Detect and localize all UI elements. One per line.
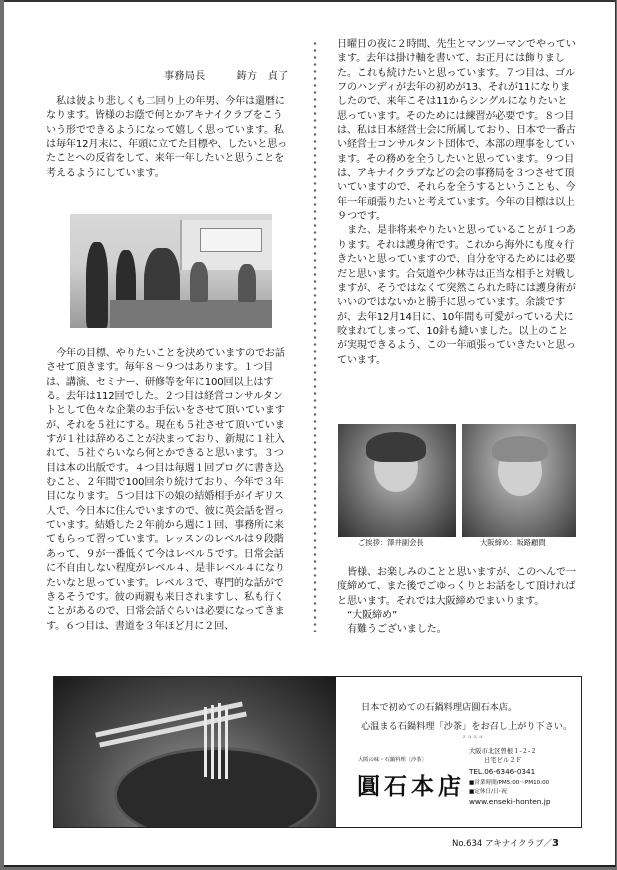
closing-paragraph: 皆様、お楽しみのことと思いますが、このへんで一度締めて、また後でごゆっくりとお話をして頂ければと思います。それでは大阪締めでまいります。	[337, 567, 576, 607]
photo-noodle	[225, 707, 228, 779]
ad-website: www.enseki-honten.jp	[469, 797, 551, 806]
ad-holiday: ■定休日/日･祝	[469, 789, 507, 795]
magazine-name: アキナイクラブ／	[485, 839, 552, 849]
ad-romaji: ｚａｚａ	[462, 735, 484, 740]
photo-scroll	[200, 228, 262, 252]
paragraph: 今年の目標、やりたいことを決めていますのでお話させて頂きます。毎年８～９つはあります。１つ目は、講演、セミナー、研修等を年に100回以上はする。去年は112回でした。２つ目は経営コンサルタントとして色々な企業のお手伝いをさせて頂いていますが、それを５社にする。現在も５社させて頂いていますが１社は辞めることが決まっており、新規に１社入れて、５社ぐらいなら何とかできると思います。３つ目は本の出版です。４つ目は毎週１回ブログに書き込むこと、２年間で100回余り続けており、今年で３年目になります。５つ目は下の娘の結婚相手がイギリス人で、今日本に住んでいますので、彼に英会話を習っています。結婚した２年前から週に１回、事務所に来てもらって習っています。レッスンのレベルは９段階あって、９が一番低くて今はレベル５です。日常会話に不自由しない程度がレベル４、是非レベル４になりたいなと思っています。レベル３で、専門的な話ができるそうです。彼の両親も来日されますし、私も行くことがあるので、日常会話ぐらいは必要になってきます。６つ目は、書道を３年ほど月に２回、	[46, 348, 285, 632]
event-photo	[70, 214, 272, 328]
closing-section	[337, 566, 577, 638]
page	[4, 0, 616, 867]
issue-number: No.634	[452, 839, 483, 849]
paragraph: 私は彼より悲しくも二回り上の年男、今年は還暦になります。皆様のお蔭で何とかアキナイクラブをこういう形でできるようになって嬉しく思っています。私は毎年12月末に、年頭に立てた目標や、したいと思ったことへの反省をして、来年一年したいと思うことを考えるようにしています。	[46, 96, 288, 179]
ad-building: 日宅ビル２Ｆ	[484, 757, 522, 764]
right-column	[337, 38, 577, 368]
page-number: 3	[551, 838, 559, 849]
byline	[164, 67, 289, 82]
photo-figure	[238, 264, 256, 302]
photo-noodle	[211, 705, 214, 779]
ad-phone: TEL.06-6346-0341	[469, 767, 536, 776]
left-column-bottom	[46, 347, 292, 634]
page-footer	[452, 837, 559, 849]
photo-figure	[190, 262, 208, 302]
photo-noodle	[204, 707, 207, 777]
left-column-top	[46, 95, 292, 181]
author-role: 事務局長	[164, 71, 206, 82]
photo-noodle	[218, 703, 221, 779]
paragraph: 日曜日の夜に２時間、先生とマンツーマンでやっています。去年は掛け軸を書いて、お正月には飾りました。これも続けたいと思っています。７つ目は、ゴルフのハンディが去年の初めが13、それが11になりましたので、来年こそは11からシングルになりたいと思っています。そのためには練習が必要です。８つ目は、私は日本経営士会に所属しており、日本で一番古い経営士コンサルタント団体で、本部の理事をしています。その務めを全うしたいと思っています。９つ目は、アキナイクラブなどの会の事務局を３つさせて頂いていますので、それらを全うするということも、今年一年頑張りたいと考えています。今年の目標は以上９つです。	[337, 39, 576, 223]
photo-pot	[114, 747, 320, 827]
speaker-photo-right	[462, 424, 576, 537]
ad-hours: ■営業時間/PM5:00～PM10:00	[469, 780, 550, 786]
ad-address: 大阪市北区曽根１‐２‐２	[469, 748, 537, 755]
ad-food-photo	[54, 677, 336, 827]
closing-thanks: 有難うございました。	[347, 624, 447, 636]
photo-caption-right: 大阪締め：坂路顧問	[480, 538, 546, 547]
ad-headline: 日本で初めての石鍋料理店圓石本店。	[361, 702, 518, 713]
ad-brand-name: 圓石本店	[357, 773, 465, 800]
photo-hair	[492, 436, 548, 462]
photo-hair	[366, 432, 426, 462]
restaurant-advertisement	[53, 676, 582, 828]
photo-caption-left: ご挨拶：澤井副会長	[358, 538, 424, 547]
closing-call: “大阪締め”	[347, 610, 398, 622]
photo-table	[110, 300, 272, 328]
author-name: 鋳方 貞了	[236, 71, 289, 82]
ad-subheadline: 心温まる石鍋料理「沙茶」をお召し上がり下さい。	[361, 721, 573, 732]
ad-tagline: 大阪の味・石鍋料理〔沙茶〕	[358, 757, 427, 763]
paragraph: また、是非将来やりたいと思っていることが１つあります。それは護身術です。これから海外にも度々行きたいと思っていますので、自分を守るためには必要だと思います。合気道や少林寺は正当な相手と対戦しますが、そうではなくて突然こられた時には護身術がいいのではないかと勝手に思っています。余談ですが、去年12月14日に、10年間も可愛がっている犬に咬まれてしまって、10針も縫いました。以上のことが実現できるよう、この一年頑張っていきたいと思っています。	[337, 225, 576, 366]
top-border	[4, 0, 615, 2]
speaker-photo-left	[338, 424, 456, 537]
column-divider	[313, 40, 317, 632]
photo-figure	[86, 242, 108, 328]
